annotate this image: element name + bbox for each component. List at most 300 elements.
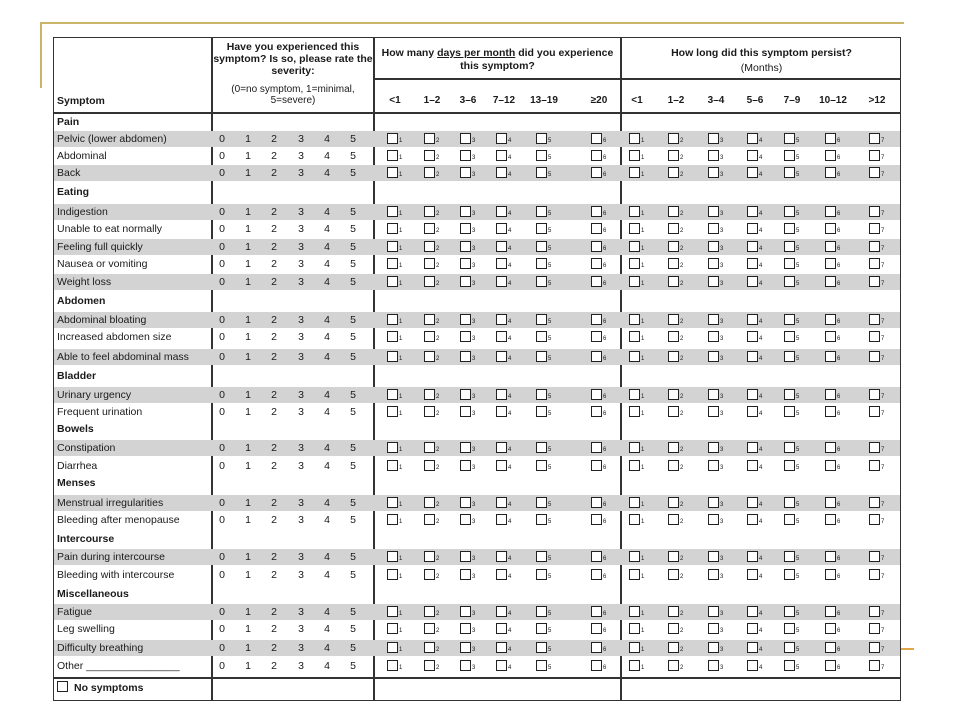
- checkbox-square[interactable]: [668, 606, 679, 617]
- checkbox-square[interactable]: [424, 569, 435, 580]
- months-checkbox[interactable]: [825, 351, 841, 363]
- checkbox-square[interactable]: [747, 606, 758, 617]
- checkbox-square[interactable]: [869, 276, 880, 287]
- months-checkbox[interactable]: [668, 660, 684, 672]
- days-checkbox[interactable]: [496, 551, 512, 563]
- checkbox-square[interactable]: [496, 442, 507, 453]
- checkbox-square[interactable]: [629, 314, 640, 325]
- severity-option[interactable]: 1: [245, 642, 251, 654]
- checkbox-square[interactable]: [825, 241, 836, 252]
- months-checkbox[interactable]: [708, 606, 724, 618]
- months-checkbox[interactable]: [708, 150, 724, 162]
- checkbox-square[interactable]: [825, 276, 836, 287]
- days-checkbox[interactable]: [536, 606, 552, 618]
- severity-option[interactable]: 4: [324, 276, 330, 288]
- checkbox-square[interactable]: [536, 660, 547, 671]
- severity-option[interactable]: 0: [219, 331, 225, 343]
- checkbox-square[interactable]: [591, 514, 602, 525]
- checkbox-square[interactable]: [784, 642, 795, 653]
- months-checkbox[interactable]: [784, 389, 800, 401]
- checkbox-square[interactable]: [460, 514, 471, 525]
- checkbox-square[interactable]: [387, 223, 398, 234]
- days-checkbox[interactable]: [424, 241, 440, 253]
- checkbox-square[interactable]: [536, 314, 547, 325]
- months-checkbox[interactable]: [747, 551, 763, 563]
- checkbox-square[interactable]: [825, 351, 836, 362]
- days-checkbox[interactable]: [496, 314, 512, 326]
- days-checkbox[interactable]: [536, 442, 552, 454]
- severity-option[interactable]: 0: [219, 167, 225, 179]
- months-checkbox[interactable]: [708, 551, 724, 563]
- days-checkbox[interactable]: [387, 460, 403, 472]
- days-checkbox[interactable]: [591, 258, 607, 270]
- months-checkbox[interactable]: [708, 167, 724, 179]
- checkbox-square[interactable]: [629, 389, 640, 400]
- checkbox-square[interactable]: [784, 206, 795, 217]
- days-checkbox[interactable]: [460, 150, 476, 162]
- checkbox-square[interactable]: [496, 497, 507, 508]
- checkbox-square[interactable]: [387, 241, 398, 252]
- months-checkbox[interactable]: [784, 442, 800, 454]
- severity-option[interactable]: 5: [350, 351, 356, 363]
- months-checkbox[interactable]: [668, 442, 684, 454]
- days-checkbox[interactable]: [460, 406, 476, 418]
- months-checkbox[interactable]: [629, 606, 645, 618]
- severity-option[interactable]: 2: [271, 514, 277, 526]
- severity-option[interactable]: 5: [350, 642, 356, 654]
- months-checkbox[interactable]: [668, 150, 684, 162]
- checkbox-square[interactable]: [668, 150, 679, 161]
- checkbox-square[interactable]: [869, 167, 880, 178]
- days-checkbox[interactable]: [536, 642, 552, 654]
- checkbox-square[interactable]: [387, 606, 398, 617]
- severity-option[interactable]: 5: [350, 241, 356, 253]
- months-checkbox[interactable]: [708, 351, 724, 363]
- months-checkbox[interactable]: [668, 241, 684, 253]
- checkbox-square[interactable]: [496, 314, 507, 325]
- checkbox-square[interactable]: [536, 133, 547, 144]
- checkbox-square[interactable]: [668, 514, 679, 525]
- severity-option[interactable]: 4: [324, 258, 330, 270]
- months-checkbox[interactable]: [825, 514, 841, 526]
- days-checkbox[interactable]: [424, 150, 440, 162]
- days-checkbox[interactable]: [536, 569, 552, 581]
- checkbox-square[interactable]: [708, 331, 719, 342]
- checkbox-square[interactable]: [708, 551, 719, 562]
- checkbox-square[interactable]: [825, 314, 836, 325]
- months-checkbox[interactable]: [869, 351, 885, 363]
- severity-option[interactable]: 3: [298, 406, 304, 418]
- days-checkbox[interactable]: [536, 660, 552, 672]
- months-checkbox[interactable]: [747, 569, 763, 581]
- severity-option[interactable]: 0: [219, 514, 225, 526]
- months-checkbox[interactable]: [708, 660, 724, 672]
- checkbox-square[interactable]: [825, 406, 836, 417]
- days-checkbox[interactable]: [424, 660, 440, 672]
- severity-option[interactable]: 1: [245, 389, 251, 401]
- months-checkbox[interactable]: [747, 623, 763, 635]
- days-checkbox[interactable]: [387, 551, 403, 563]
- months-checkbox[interactable]: [747, 276, 763, 288]
- days-checkbox[interactable]: [591, 514, 607, 526]
- severity-option[interactable]: 4: [324, 314, 330, 326]
- months-checkbox[interactable]: [708, 314, 724, 326]
- severity-option[interactable]: 2: [271, 497, 277, 509]
- days-checkbox[interactable]: [496, 351, 512, 363]
- days-checkbox[interactable]: [591, 331, 607, 343]
- checkbox-square[interactable]: [668, 133, 679, 144]
- months-checkbox[interactable]: [747, 150, 763, 162]
- checkbox-square[interactable]: [747, 406, 758, 417]
- days-checkbox[interactable]: [460, 258, 476, 270]
- checkbox-square[interactable]: [668, 623, 679, 634]
- days-checkbox[interactable]: [591, 206, 607, 218]
- months-checkbox[interactable]: [747, 133, 763, 145]
- months-checkbox[interactable]: [784, 150, 800, 162]
- checkbox-square[interactable]: [825, 206, 836, 217]
- days-checkbox[interactable]: [536, 497, 552, 509]
- checkbox-square[interactable]: [629, 351, 640, 362]
- severity-option[interactable]: 3: [298, 606, 304, 618]
- months-checkbox[interactable]: [668, 258, 684, 270]
- months-checkbox[interactable]: [629, 551, 645, 563]
- severity-option[interactable]: 5: [350, 133, 356, 145]
- severity-option[interactable]: 3: [298, 223, 304, 235]
- days-checkbox[interactable]: [424, 460, 440, 472]
- checkbox-square[interactable]: [591, 551, 602, 562]
- checkbox-square[interactable]: [784, 551, 795, 562]
- severity-option[interactable]: 1: [245, 258, 251, 270]
- months-checkbox[interactable]: [668, 497, 684, 509]
- months-checkbox[interactable]: [708, 258, 724, 270]
- days-checkbox[interactable]: [424, 389, 440, 401]
- checkbox-square[interactable]: [708, 606, 719, 617]
- checkbox-square[interactable]: [424, 150, 435, 161]
- checkbox-square[interactable]: [869, 660, 880, 671]
- months-checkbox[interactable]: [825, 406, 841, 418]
- checkbox-square[interactable]: [536, 389, 547, 400]
- days-checkbox[interactable]: [387, 331, 403, 343]
- severity-option[interactable]: 2: [271, 167, 277, 179]
- checkbox-square[interactable]: [784, 606, 795, 617]
- months-checkbox[interactable]: [629, 223, 645, 235]
- days-checkbox[interactable]: [387, 314, 403, 326]
- severity-option[interactable]: 0: [219, 642, 225, 654]
- months-checkbox[interactable]: [825, 276, 841, 288]
- severity-option[interactable]: 3: [298, 167, 304, 179]
- checkbox-square[interactable]: [869, 442, 880, 453]
- checkbox-square[interactable]: [591, 167, 602, 178]
- checkbox-square[interactable]: [747, 133, 758, 144]
- checkbox-square[interactable]: [536, 331, 547, 342]
- checkbox-square[interactable]: [668, 642, 679, 653]
- checkbox-square[interactable]: [536, 150, 547, 161]
- months-checkbox[interactable]: [784, 167, 800, 179]
- days-checkbox[interactable]: [496, 514, 512, 526]
- checkbox-square[interactable]: [629, 206, 640, 217]
- checkbox-square[interactable]: [424, 551, 435, 562]
- checkbox-square[interactable]: [424, 133, 435, 144]
- severity-option[interactable]: 0: [219, 223, 225, 235]
- checkbox-square[interactable]: [460, 389, 471, 400]
- checkbox-square[interactable]: [869, 389, 880, 400]
- days-checkbox[interactable]: [387, 569, 403, 581]
- months-checkbox[interactable]: [869, 406, 885, 418]
- days-checkbox[interactable]: [536, 314, 552, 326]
- checkbox-square[interactable]: [708, 167, 719, 178]
- days-checkbox[interactable]: [591, 606, 607, 618]
- months-checkbox[interactable]: [784, 460, 800, 472]
- checkbox-square[interactable]: [387, 351, 398, 362]
- months-checkbox[interactable]: [825, 150, 841, 162]
- checkbox-square[interactable]: [668, 206, 679, 217]
- days-checkbox[interactable]: [424, 642, 440, 654]
- severity-option[interactable]: 4: [324, 331, 330, 343]
- checkbox-square[interactable]: [536, 241, 547, 252]
- checkbox-square[interactable]: [496, 514, 507, 525]
- checkbox-square[interactable]: [784, 660, 795, 671]
- checkbox-square[interactable]: [629, 660, 640, 671]
- checkbox-square[interactable]: [424, 351, 435, 362]
- months-checkbox[interactable]: [708, 206, 724, 218]
- days-checkbox[interactable]: [536, 258, 552, 270]
- checkbox-square[interactable]: [591, 623, 602, 634]
- severity-option[interactable]: 2: [271, 223, 277, 235]
- months-checkbox[interactable]: [629, 241, 645, 253]
- months-checkbox[interactable]: [869, 442, 885, 454]
- checkbox-square[interactable]: [784, 514, 795, 525]
- severity-option[interactable]: 2: [271, 660, 277, 672]
- days-checkbox[interactable]: [496, 331, 512, 343]
- checkbox-square[interactable]: [747, 167, 758, 178]
- days-checkbox[interactable]: [387, 241, 403, 253]
- checkbox-square[interactable]: [591, 223, 602, 234]
- severity-option[interactable]: 4: [324, 660, 330, 672]
- days-checkbox[interactable]: [387, 223, 403, 235]
- days-checkbox[interactable]: [536, 351, 552, 363]
- days-checkbox[interactable]: [424, 314, 440, 326]
- checkbox-square[interactable]: [784, 276, 795, 287]
- days-checkbox[interactable]: [387, 351, 403, 363]
- days-checkbox[interactable]: [536, 514, 552, 526]
- checkbox-square[interactable]: [825, 167, 836, 178]
- days-checkbox[interactable]: [424, 167, 440, 179]
- severity-option[interactable]: 4: [324, 569, 330, 581]
- checkbox-square[interactable]: [708, 642, 719, 653]
- severity-option[interactable]: 3: [298, 642, 304, 654]
- severity-option[interactable]: 2: [271, 406, 277, 418]
- days-checkbox[interactable]: [460, 497, 476, 509]
- months-checkbox[interactable]: [869, 276, 885, 288]
- checkbox-square[interactable]: [629, 241, 640, 252]
- months-checkbox[interactable]: [708, 514, 724, 526]
- months-checkbox[interactable]: [825, 314, 841, 326]
- checkbox-square[interactable]: [591, 241, 602, 252]
- checkbox-square[interactable]: [629, 460, 640, 471]
- days-checkbox[interactable]: [387, 150, 403, 162]
- months-checkbox[interactable]: [869, 460, 885, 472]
- checkbox-square[interactable]: [496, 389, 507, 400]
- checkbox-square[interactable]: [629, 642, 640, 653]
- days-checkbox[interactable]: [591, 406, 607, 418]
- months-checkbox[interactable]: [747, 460, 763, 472]
- checkbox-square[interactable]: [496, 133, 507, 144]
- severity-option[interactable]: 0: [219, 551, 225, 563]
- checkbox-square[interactable]: [784, 167, 795, 178]
- severity-option[interactable]: 4: [324, 642, 330, 654]
- checkbox-square[interactable]: [496, 551, 507, 562]
- severity-option[interactable]: 1: [245, 223, 251, 235]
- checkbox-square[interactable]: [536, 206, 547, 217]
- checkbox-square[interactable]: [629, 606, 640, 617]
- severity-option[interactable]: 4: [324, 150, 330, 162]
- severity-option[interactable]: 4: [324, 460, 330, 472]
- checkbox-square[interactable]: [387, 442, 398, 453]
- months-checkbox[interactable]: [784, 258, 800, 270]
- months-checkbox[interactable]: [629, 133, 645, 145]
- checkbox-square[interactable]: [825, 133, 836, 144]
- months-checkbox[interactable]: [747, 660, 763, 672]
- checkbox-square[interactable]: [747, 258, 758, 269]
- days-checkbox[interactable]: [591, 133, 607, 145]
- checkbox-square[interactable]: [496, 460, 507, 471]
- severity-option[interactable]: 4: [324, 497, 330, 509]
- checkbox-square[interactable]: [708, 389, 719, 400]
- severity-option[interactable]: 5: [350, 623, 356, 635]
- days-checkbox[interactable]: [424, 514, 440, 526]
- checkbox-square[interactable]: [747, 569, 758, 580]
- severity-option[interactable]: 3: [298, 331, 304, 343]
- days-checkbox[interactable]: [496, 276, 512, 288]
- checkbox-square[interactable]: [424, 276, 435, 287]
- checkbox-square[interactable]: [747, 623, 758, 634]
- checkbox-square[interactable]: [387, 514, 398, 525]
- severity-option[interactable]: 5: [350, 276, 356, 288]
- severity-option[interactable]: 3: [298, 150, 304, 162]
- days-checkbox[interactable]: [536, 389, 552, 401]
- severity-option[interactable]: 1: [245, 606, 251, 618]
- checkbox-square[interactable]: [708, 241, 719, 252]
- months-checkbox[interactable]: [668, 389, 684, 401]
- checkbox-square[interactable]: [869, 351, 880, 362]
- severity-option[interactable]: 1: [245, 460, 251, 472]
- severity-option[interactable]: 0: [219, 406, 225, 418]
- severity-option[interactable]: 1: [245, 442, 251, 454]
- severity-option[interactable]: 0: [219, 460, 225, 472]
- months-checkbox[interactable]: [629, 406, 645, 418]
- checkbox-square[interactable]: [424, 442, 435, 453]
- checkbox-square[interactable]: [668, 331, 679, 342]
- days-checkbox[interactable]: [460, 442, 476, 454]
- checkbox-square[interactable]: [460, 241, 471, 252]
- checkbox-square[interactable]: [496, 623, 507, 634]
- severity-option[interactable]: 4: [324, 442, 330, 454]
- checkbox-square[interactable]: [387, 133, 398, 144]
- months-checkbox[interactable]: [708, 497, 724, 509]
- severity-option[interactable]: 2: [271, 241, 277, 253]
- months-checkbox[interactable]: [869, 514, 885, 526]
- checkbox-square[interactable]: [708, 351, 719, 362]
- months-checkbox[interactable]: [629, 497, 645, 509]
- checkbox-square[interactable]: [825, 497, 836, 508]
- checkbox-square[interactable]: [387, 497, 398, 508]
- checkbox-square[interactable]: [387, 331, 398, 342]
- checkbox-square[interactable]: [460, 133, 471, 144]
- severity-option[interactable]: 3: [298, 258, 304, 270]
- checkbox-square[interactable]: [460, 258, 471, 269]
- no-symptoms-option[interactable]: [57, 681, 143, 694]
- checkbox-square[interactable]: [387, 206, 398, 217]
- days-checkbox[interactable]: [460, 314, 476, 326]
- checkbox-square[interactable]: [424, 660, 435, 671]
- checkbox-square[interactable]: [784, 331, 795, 342]
- days-checkbox[interactable]: [496, 167, 512, 179]
- severity-option[interactable]: 2: [271, 331, 277, 343]
- days-checkbox[interactable]: [591, 241, 607, 253]
- days-checkbox[interactable]: [496, 241, 512, 253]
- checkbox-square[interactable]: [424, 514, 435, 525]
- days-checkbox[interactable]: [424, 351, 440, 363]
- severity-option[interactable]: 4: [324, 133, 330, 145]
- months-checkbox[interactable]: [708, 569, 724, 581]
- days-checkbox[interactable]: [424, 258, 440, 270]
- checkbox-square[interactable]: [460, 331, 471, 342]
- checkbox-square[interactable]: [496, 206, 507, 217]
- months-checkbox[interactable]: [869, 623, 885, 635]
- months-checkbox[interactable]: [629, 276, 645, 288]
- months-checkbox[interactable]: [747, 442, 763, 454]
- severity-option[interactable]: 2: [271, 460, 277, 472]
- checkbox-square[interactable]: [784, 133, 795, 144]
- severity-option[interactable]: 0: [219, 206, 225, 218]
- days-checkbox[interactable]: [387, 258, 403, 270]
- severity-option[interactable]: 3: [298, 351, 304, 363]
- months-checkbox[interactable]: [825, 331, 841, 343]
- severity-option[interactable]: 2: [271, 150, 277, 162]
- months-checkbox[interactable]: [708, 276, 724, 288]
- days-checkbox[interactable]: [591, 497, 607, 509]
- days-checkbox[interactable]: [387, 133, 403, 145]
- months-checkbox[interactable]: [629, 442, 645, 454]
- checkbox-square[interactable]: [591, 258, 602, 269]
- severity-option[interactable]: 3: [298, 514, 304, 526]
- days-checkbox[interactable]: [591, 389, 607, 401]
- days-checkbox[interactable]: [460, 167, 476, 179]
- days-checkbox[interactable]: [496, 460, 512, 472]
- months-checkbox[interactable]: [668, 406, 684, 418]
- days-checkbox[interactable]: [591, 276, 607, 288]
- months-checkbox[interactable]: [869, 606, 885, 618]
- checkbox-square[interactable]: [591, 389, 602, 400]
- months-checkbox[interactable]: [784, 406, 800, 418]
- days-checkbox[interactable]: [591, 351, 607, 363]
- checkbox-square[interactable]: [747, 642, 758, 653]
- days-checkbox[interactable]: [460, 460, 476, 472]
- checkbox-square[interactable]: [784, 623, 795, 634]
- months-checkbox[interactable]: [708, 460, 724, 472]
- severity-option[interactable]: 5: [350, 569, 356, 581]
- severity-option[interactable]: 4: [324, 606, 330, 618]
- days-checkbox[interactable]: [496, 642, 512, 654]
- checkbox-square[interactable]: [387, 406, 398, 417]
- days-checkbox[interactable]: [591, 551, 607, 563]
- checkbox-square[interactable]: [708, 497, 719, 508]
- months-checkbox[interactable]: [747, 167, 763, 179]
- severity-option[interactable]: 2: [271, 442, 277, 454]
- checkbox-square[interactable]: [496, 606, 507, 617]
- checkbox-square[interactable]: [869, 569, 880, 580]
- checkbox-square[interactable]: [668, 314, 679, 325]
